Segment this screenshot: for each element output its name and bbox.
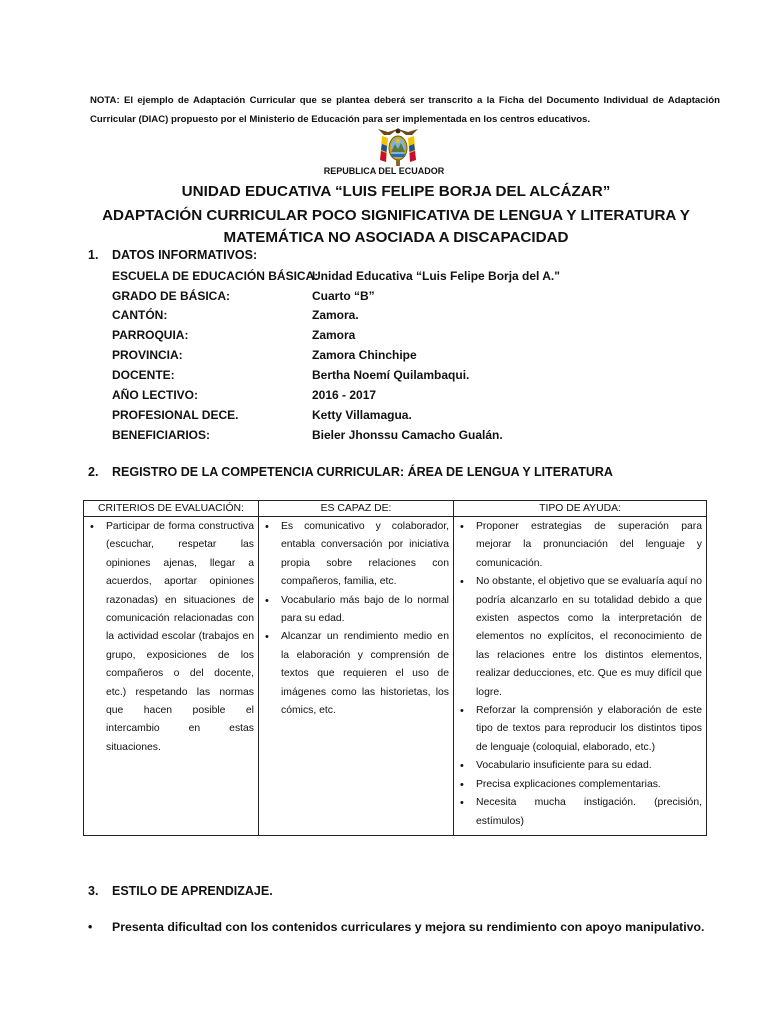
competency-table [83, 500, 707, 836]
datos-row [112, 408, 732, 428]
datos-row [112, 388, 732, 408]
datos-value: Bieler Jhonssu Camacho Gualán. [312, 428, 503, 442]
column-header-es-capaz: ES CAPAZ DE: [259, 501, 454, 517]
datos-row [112, 428, 732, 448]
list-item: • Precisa explicaciones complementarias. [456, 776, 702, 794]
document-title-line-3: MATEMÁTICA NO ASOCIADA A DISCAPACIDAD [223, 229, 569, 246]
section-1-heading [88, 248, 257, 262]
column-header-tipo-ayuda: TIPO DE AYUDA: [454, 501, 707, 517]
list-item: • Vocabulario más bajo de lo normal para su edad. [261, 592, 449, 629]
datos-label: CANTÓN: [112, 308, 168, 322]
section-number: 1. [88, 248, 99, 262]
datos-value: Zamora [312, 328, 356, 342]
list-item: • Es comunicativo y colaborador, entabla conversación por iniciativa propia sobre relaciones con compañeros, familia, etc. [261, 518, 449, 592]
criterios-list [86, 518, 254, 757]
datos-label: BENEFICIARIOS: [112, 428, 211, 442]
datos-label: GRADO DE BÁSICA: [112, 289, 231, 303]
datos-value: Bertha Noemí Quilambaqui. [312, 368, 470, 382]
list-item: • Vocabulario insuficiente para su edad. [456, 757, 702, 775]
datos-row [112, 348, 732, 368]
datos-row [112, 289, 732, 309]
bullet-dot: • [88, 920, 93, 934]
datos-row [112, 308, 732, 328]
section-number: 3. [88, 884, 99, 898]
list-item: • Alcanzar un rendimiento medio en la elaboración y comprensión de textos que requieren el uso de imágenes como las historietas, los cómics, etc. [261, 628, 449, 720]
section-title: DATOS INFORMATIVOS: [112, 248, 258, 262]
list-item: • No obstante, el objetivo que se evaluaría aquí no podría alcanzarlo en su totalidad debido a que existen aspectos como la interpretación de elementos no explícitos, el reconocimiento de las relaciones entre los distintos elementos, realizar deducciones, etc. Que es muy difícil que logre. [456, 573, 702, 702]
datos-row [112, 328, 732, 348]
datos-label: PARROQUIA: [112, 328, 189, 342]
section-number: 2. [88, 465, 99, 479]
datos-value: Zamora. [312, 308, 359, 322]
section-title: ESTILO DE APRENDIZAJE. [112, 884, 273, 898]
learning-style-text: Presenta dificultad con los contenidos curriculares y mejora su rendimiento con apoyo manipulativo. [112, 920, 705, 934]
datos-label: PROFESIONAL DECE. [112, 408, 239, 422]
table-header-row [84, 501, 707, 517]
list-item: • Participar de forma constructiva (escuchar, respetar las opiniones ajenas, llegar a acuerdos, aportar opiniones razonadas) en situaciones de comunicación relacionadas con la actividad escolar (trabajos en grupo, exposiciones de los compañeros o del docente, etc.) respetando las normas que hacen posible el intercambio en estas situaciones. [86, 518, 254, 757]
list-item: • Reforzar la comprensión y elaboración de este tipo de textos para reproducir los distintos tipos de lenguaje (coloquial, elaborado, etc.) [456, 702, 702, 757]
es-capaz-cell [259, 517, 454, 836]
datos-value: Cuarto “B” [312, 289, 375, 303]
document-title-line-1: UNIDAD EDUCATIVA “LUIS FELIPE BORJA DEL ALCÁZAR” [181, 183, 611, 200]
table-row [84, 517, 707, 836]
criterios-cell [84, 517, 259, 836]
datos-label: ESCUELA DE EDUCACIÓN BÁSICA: [112, 269, 319, 283]
republic-label: REPUBLICA DEL ECUADOR [323, 166, 445, 176]
datos-value: 2016 - 2017 [312, 388, 377, 402]
tipo-ayuda-cell [454, 517, 707, 836]
datos-row [112, 269, 732, 289]
section-title: REGISTRO DE LA COMPETENCIA CURRICULAR: ÁREA DE LENGUA Y LITERATURA [112, 465, 613, 479]
section-3-heading [88, 884, 273, 898]
datos-row [112, 368, 732, 388]
es-capaz-list [261, 518, 449, 720]
nota-paragraph: NOTA: El ejemplo de Adaptación Curricular que se plantea deberá ser transcrito a la Ficha del Documento Individual de Adaptación Curricular (DIAC) propuesto por el Ministerio de Educación para ser implementada en los centros educativos. [90, 95, 720, 125]
datos-value: Unidad Educativa “Luis Felipe Borja del A." [312, 269, 560, 283]
datos-value: Zamora Chinchipe [312, 348, 417, 362]
list-item: • Proponer estrategias de superación para mejorar la pronunciación del lenguaje y comunicación. [456, 518, 702, 573]
datos-label: PROVINCIA: [112, 348, 183, 362]
tipo-ayuda-list [456, 518, 702, 831]
column-header-criterios: CRITERIOS DE EVALUACIÓN: [84, 501, 259, 517]
datos-label: AÑO LECTIVO: [112, 388, 198, 402]
datos-value: Ketty Villamagua. [312, 408, 412, 422]
section-2-heading [88, 465, 613, 479]
ecuador-coat-of-arms-icon [376, 126, 420, 168]
document-title-line-2: ADAPTACIÓN CURRICULAR POCO SIGNIFICATIVA DE LENGUA Y LITERATURA Y [102, 207, 690, 224]
learning-style-bullet [88, 920, 728, 934]
datos-label: DOCENTE: [112, 368, 175, 382]
list-item: • Necesita mucha instigación. (precisión, estímulos) [456, 794, 702, 831]
